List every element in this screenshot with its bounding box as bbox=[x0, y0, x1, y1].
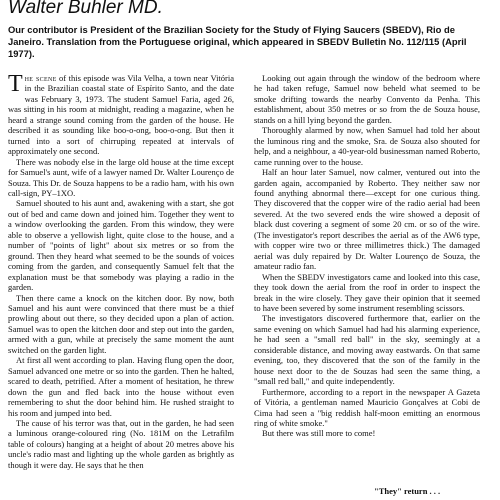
continued-label: "They" return . . . bbox=[374, 486, 441, 496]
paragraph-text: of this episode was Vila Velha, a town near Vitória in the Brazilian coastal state of Espírito Santo, and the date was February 3, 1973. The student Samuel Faria, aged 26, was sitting in his room at midnight, reading a magazine, when he heard a strange sound coming from the garden of the house. He described it as sounding like boo-o-ong, boo-o-ong. But then it turned into a sort of chirruping repeated at intervals of approximately one second. bbox=[8, 73, 235, 157]
right-column bbox=[254, 73, 480, 439]
paragraph bbox=[8, 73, 234, 157]
paragraph: Furthermore, according to a report in the newspaper A Gazeta of Vitória, a gentleman named Mauricio Gonçalves at Cobi de Cima had seen a "big reddish half-moon emitting an enormous ring of white smoke." bbox=[254, 386, 480, 428]
paragraph: But there was still more to come! bbox=[262, 428, 376, 439]
left-column bbox=[8, 73, 234, 470]
paragraph: When the SBEDV investigators came and looked into this case, they took down the aerial from the roof in order to inspect the break in the wire closely. They gave their opinion that it seemed to have been severed by some instrument resembling scissors. bbox=[254, 271, 480, 313]
paragraph: Half an hour later Samuel, now calmer, ventured out into the garden again, accompanied by Roberto. They neither saw nor found anything abnormal there—except for one curious thing. They discovered that the copper wire of the radio aerial had been severed. At the two severed ends the wire showed a deposit of black dust covering a segment of some 20 cm. or so of the wire. (The investigator's report describes the aerial as of the AW6 type, with copper wire two or three millimetres thick.) The damaged aerial was duly repaired by Dr. Walter Lourenço de Souza, the amateur radio fan. bbox=[254, 167, 480, 272]
paragraph: Looking out again through the window of the bedroom where he had taken refuge, Samuel now beheld what seemed to be smoke drifting towards the nearby Convento da Penha. This establishment, about 350 metres or so from the de Souza house, stands on a hill lying beyond the garden. bbox=[254, 73, 480, 125]
paragraph: Samuel shouted to his aunt and, awakening with a start, she got out of bed and came down and joined him. Together they went to a window overlooking the garden. From this window, they were able to observe a yellowish light, quite close to the house, and a number of "points of light" about six metres or so from the ground. Then they heard what seemed to be the sounds of voices coming from the garden, and consequently Samuel felt that the explanation must be that somebody was playing a radio in the garden. bbox=[8, 198, 234, 293]
drop-cap: T bbox=[8, 71, 23, 97]
paragraph: The cause of his terror was that, out in the garden, he had seen a luminous orange-coloured ring (No. 181M on the Letrafilm table of colours) hanging at a height of about 20 metres above his uncle's radio mast and lighting up the whole garden as brightly as though it were day. He says that he then bbox=[8, 417, 234, 470]
paragraph: The investigators discovered furthermore that, earlier on the same evening on which Samuel had had his alarming experience, he had seen a "small red ball" in the sky, seemingly at a considerable distance, and moving away eastwards. On that same evening, too, they discovered that the son of the family in the house next door to the de Souzas had seen the same thing, a "small red ball," and quite independently. bbox=[254, 313, 480, 387]
paragraph: Then there came a knock on the kitchen door. By now, both Samuel and his aunt were convinced that there must be a thief prowling about out there, so they decided upon a plan of action. Samuel was to open the kitchen door and step out into the garden, armed with a gun, while at precisely the same moment the aunt switched on the garden light. bbox=[8, 292, 234, 355]
author-heading: Walter Buhler MD. bbox=[8, 0, 163, 18]
paragraph: At first all went according to plan. Having flung open the door, Samuel advanced one metre or so into the garden. Then he halted, scared to death, petrified. After a moment of hesitation, he threw down the gun and fled back into the house without even remembering to shut the door behind him. He rushed straight to his room and jumped into bed. bbox=[8, 355, 234, 418]
intro-paragraph: Our contributor is President of the Brazilian Society for the Study of Flying Saucers (SBEDV), Rio de Janeiro. Translation from the Portuguese original, which appeared in SBEDV Bulletin No. 112/115 (April 1977). bbox=[8, 24, 467, 59]
paragraph: There was nobody else in the large old house at the time except for Samuel's aunt, wife of a lawyer named Dr. Walter Lourenço de Souza. This Dr. de Souza happens to be a radio ham, with his own call-sign, PY–1XO. bbox=[8, 156, 234, 198]
lead-caps: he scene bbox=[24, 73, 57, 83]
paragraph: Thoroughly alarmed by now, when Samuel had told her about the luminous ring and the smoke, Sra. de Souza also shouted for help, and a neighbour, a 40-year-old businessman named Roberto, came running over to the house. bbox=[254, 125, 480, 167]
